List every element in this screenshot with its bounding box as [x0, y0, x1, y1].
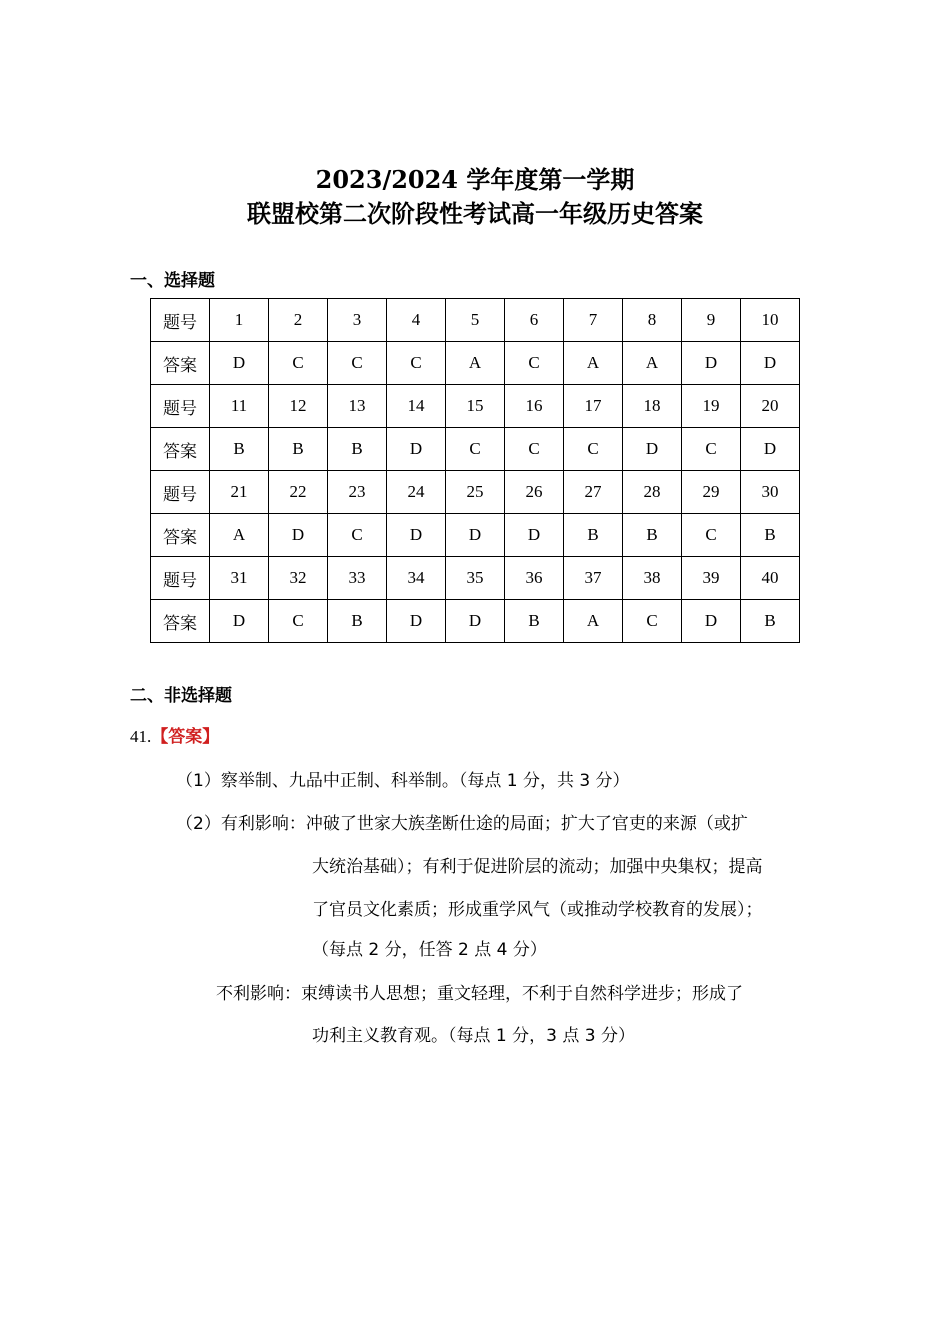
table-cell: B [269, 428, 328, 471]
table-cell: 24 [387, 471, 446, 514]
table-cell: B [623, 514, 682, 557]
answer-line-1: （1）察举制、九品中正制、科举制。（每点 1 分，共 3 分） [176, 771, 630, 791]
table-cell: B [210, 428, 269, 471]
table-row [151, 299, 800, 342]
table-cell: 22 [269, 471, 328, 514]
row-label: 答案 [151, 514, 210, 557]
table-cell: C [564, 428, 623, 471]
table-cell: 9 [682, 299, 741, 342]
table-cell: D [446, 514, 505, 557]
table-cell: D [210, 600, 269, 643]
table-row [151, 471, 800, 514]
table-row [151, 342, 800, 385]
question-41-header [130, 726, 219, 748]
answer-tag: 【答案】 [151, 727, 220, 747]
table-cell: C [505, 342, 564, 385]
table-row [151, 514, 800, 557]
question-number: 41. [130, 727, 152, 746]
table-cell: 34 [387, 557, 446, 600]
table-cell: 27 [564, 471, 623, 514]
answer-line-4: 了官员文化素质；形成重学风气（或推动学校教育的发展）； [312, 900, 763, 920]
table-cell: D [210, 342, 269, 385]
table-cell: 39 [682, 557, 741, 600]
table-cell: D [682, 600, 741, 643]
table-cell: C [682, 514, 741, 557]
table-cell: 36 [505, 557, 564, 600]
table-cell: 26 [505, 471, 564, 514]
table-cell: 30 [741, 471, 800, 514]
table-cell: 28 [623, 471, 682, 514]
row-label: 题号 [151, 385, 210, 428]
table-cell: 32 [269, 557, 328, 600]
row-label: 答案 [151, 600, 210, 643]
table-cell: C [682, 428, 741, 471]
table-cell: D [269, 514, 328, 557]
table-cell: C [328, 342, 387, 385]
table-cell: 6 [505, 299, 564, 342]
table-cell: C [623, 600, 682, 643]
table-cell: C [269, 342, 328, 385]
table-cell: A [564, 342, 623, 385]
table-cell: 4 [387, 299, 446, 342]
answer-line-5: （每点 2 分，任答 2 点 4 分） [312, 940, 547, 960]
row-label: 答案 [151, 342, 210, 385]
table-cell: A [623, 342, 682, 385]
table-cell: A [446, 342, 505, 385]
table-cell: 14 [387, 385, 446, 428]
table-cell: 35 [446, 557, 505, 600]
table-cell: C [446, 428, 505, 471]
table-cell: 15 [446, 385, 505, 428]
table-cell: B [505, 600, 564, 643]
table-cell: D [623, 428, 682, 471]
table-cell: 18 [623, 385, 682, 428]
table-cell: C [505, 428, 564, 471]
table-cell: D [446, 600, 505, 643]
document-title-line-2: 联盟校第二次阶段性考试高一年级历史答案 [247, 199, 703, 228]
table-cell: 25 [446, 471, 505, 514]
table-cell: 7 [564, 299, 623, 342]
table-cell: 11 [210, 385, 269, 428]
table-cell: 2 [269, 299, 328, 342]
table-row [151, 428, 800, 471]
table-cell: D [387, 600, 446, 643]
section-heading-non-multiple-choice: 二、非选择题 [130, 686, 232, 706]
table-cell: D [741, 428, 800, 471]
answer-line-2: （2）有利影响：冲破了世家大族垄断仕途的局面；扩大了官吏的来源（或扩 [176, 814, 748, 834]
table-cell: 20 [741, 385, 800, 428]
table-row [151, 385, 800, 428]
table-cell: D [387, 514, 446, 557]
table-cell: B [328, 600, 387, 643]
table-cell: B [741, 514, 800, 557]
table-cell: 1 [210, 299, 269, 342]
row-label: 题号 [151, 471, 210, 514]
table-cell: C [387, 342, 446, 385]
row-label: 题号 [151, 299, 210, 342]
table-cell: A [564, 600, 623, 643]
table-cell: 37 [564, 557, 623, 600]
table-cell: 33 [328, 557, 387, 600]
answer-line-6: 不利影响：束缚读书人思想；重文轻理，不利于自然科学进步；形成了 [216, 984, 743, 1004]
table-cell: D [741, 342, 800, 385]
document-title-line-1: 2023/2024 学年度第一学期 [315, 165, 635, 194]
table-cell: 29 [682, 471, 741, 514]
table-cell: C [328, 514, 387, 557]
table-cell: 16 [505, 385, 564, 428]
table-cell: D [387, 428, 446, 471]
table-cell: A [210, 514, 269, 557]
table-cell: B [564, 514, 623, 557]
table-cell: B [741, 600, 800, 643]
table-cell: 12 [269, 385, 328, 428]
table-cell: 3 [328, 299, 387, 342]
section-heading-multiple-choice: 一、选择题 [130, 271, 215, 291]
table-cell: 40 [741, 557, 800, 600]
table-cell: 13 [328, 385, 387, 428]
table-cell: C [269, 600, 328, 643]
table-cell: 8 [623, 299, 682, 342]
table-cell: B [328, 428, 387, 471]
row-label: 题号 [151, 557, 210, 600]
answer-line-3: 大统治基础）；有利于促进阶层的流动；加强中央集权；提高 [312, 857, 763, 877]
table-cell: 19 [682, 385, 741, 428]
table-cell: 10 [741, 299, 800, 342]
table-cell: 23 [328, 471, 387, 514]
row-label: 答案 [151, 428, 210, 471]
table-cell: 38 [623, 557, 682, 600]
table-cell: D [505, 514, 564, 557]
answer-line-7: 功利主义教育观。（每点 1 分，3 点 3 分） [312, 1026, 635, 1046]
table-cell: D [682, 342, 741, 385]
table-cell: 17 [564, 385, 623, 428]
answer-table [150, 298, 800, 643]
table-cell: 21 [210, 471, 269, 514]
table-row [151, 600, 800, 643]
table-row [151, 557, 800, 600]
table-cell: 5 [446, 299, 505, 342]
table-cell: 31 [210, 557, 269, 600]
